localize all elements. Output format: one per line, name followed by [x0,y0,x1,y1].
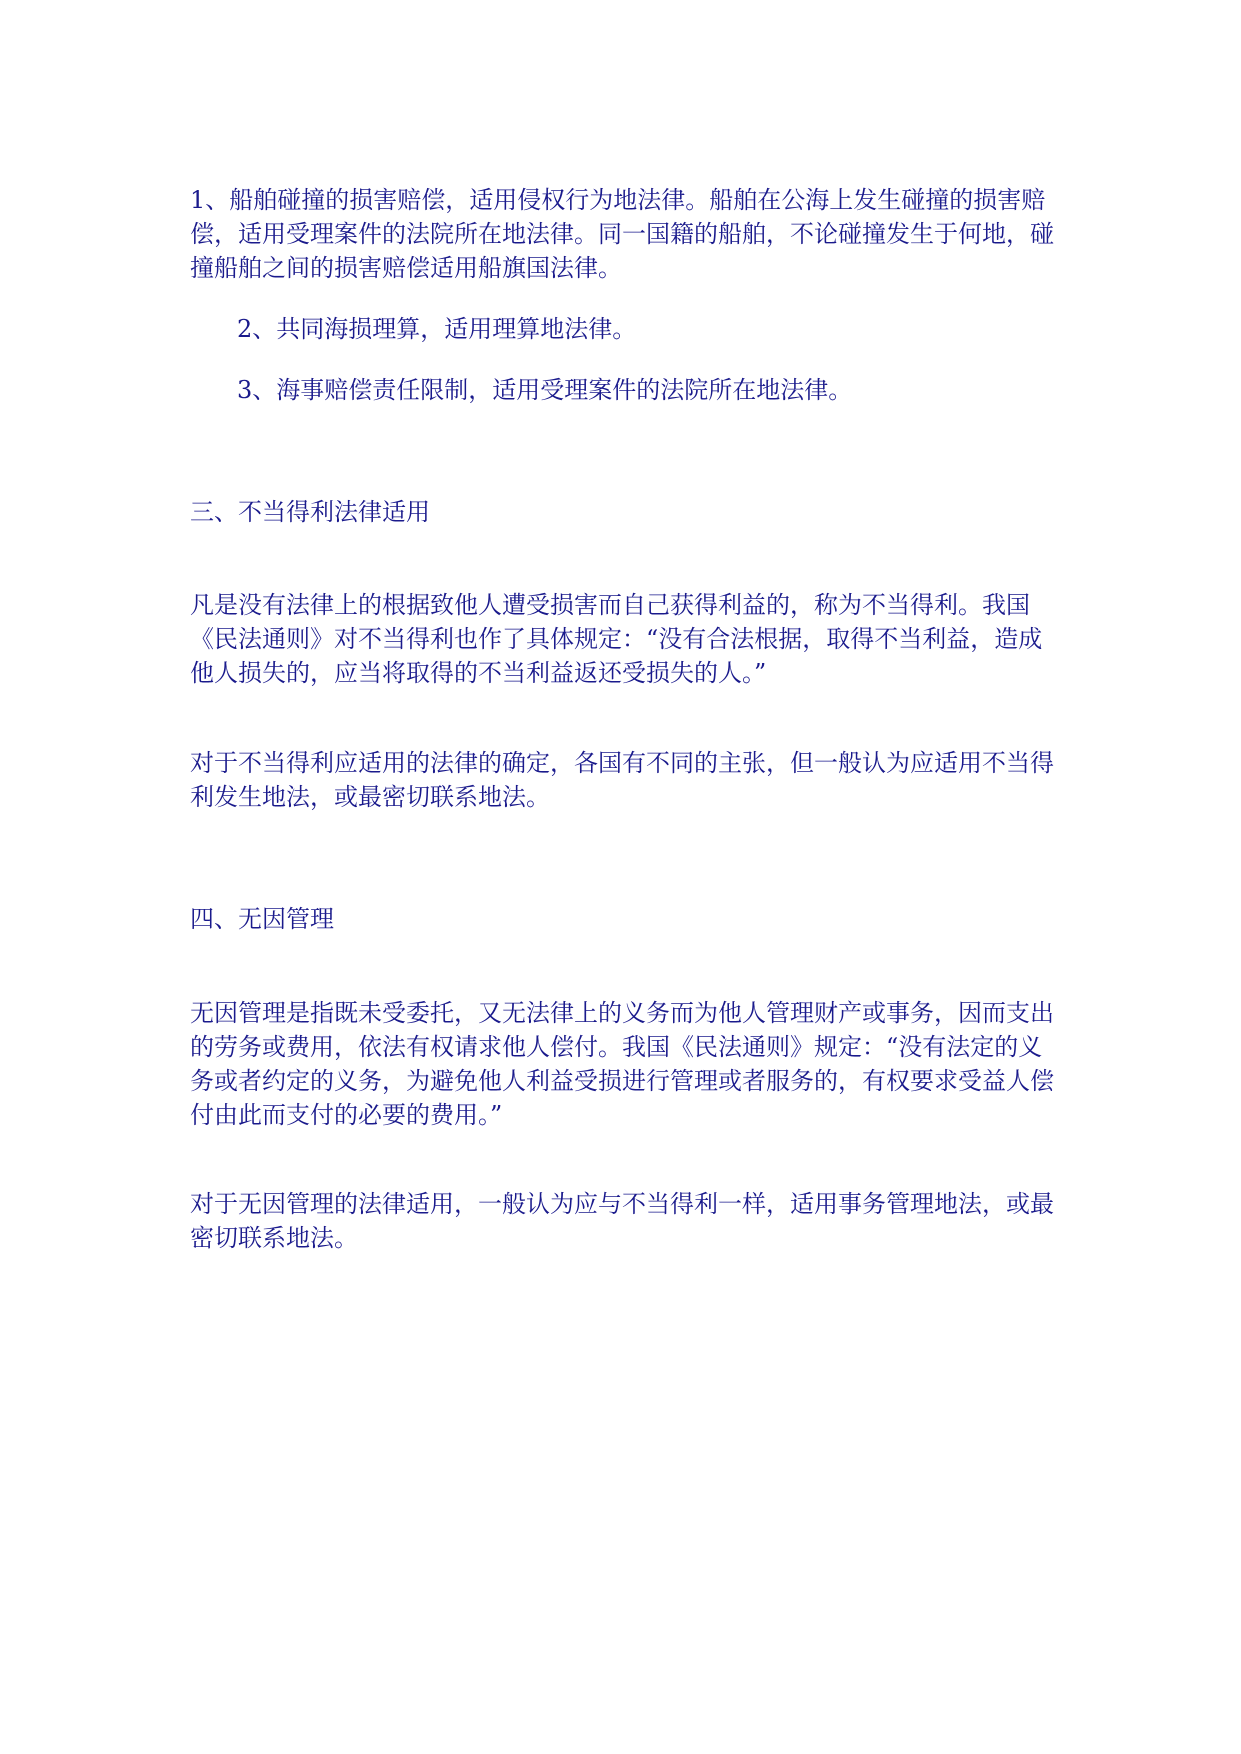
paragraph-general-average: 2、共同海损理算，适用理算地法律。 [237,315,637,343]
paragraph-liability-limitation: 3、海事赔偿责任限制，适用受理案件的法院所在地法律。 [237,376,853,404]
paragraph-unjust-enrichment-law: 对于不当得利应适用的法律的确定，各国有不同的主张，但一般认为应适用不当得利发生地法，或最密切联系地法。 [190,749,1054,811]
paragraph-negotiorum-gestio-definition: 无因管理是指既未受委托，又无法律上的义务而为他人管理财产或事务，因而支出的劳务或费用，依法有权请求他人偿付。我国《民法通则》规定：“没有法定的义务或者约定的义务，为避免他人利益受损进行管理或者服务的，有权要求受益人偿付由此而支付的必要的费用。” [190,999,1054,1129]
paragraph-ship-collision: 1、船舶碰撞的损害赔偿，适用侵权行为地法律。船舶在公海上发生碰撞的损害赔偿，适用受理案件的法院所在地法律。同一国籍的船舶，不论碰撞发生于何地，碰撞船舶之间的损害赔偿适用船旗国法律。 [190,186,1054,282]
heading-unjust-enrichment: 三、不当得利法律适用 [190,498,430,526]
paragraph-negotiorum-gestio-law: 对于无因管理的法律适用，一般认为应与不当得利一样，适用事务管理地法，或最密切联系地法。 [190,1190,1054,1252]
paragraph-unjust-enrichment-definition: 凡是没有法律上的根据致他人遭受损害而自己获得利益的，称为不当得利。我国《民法通则》对不当得利也作了具体规定：“没有合法根据，取得不当利益，造成他人损失的，应当将取得的不当利益返还受损失的人。” [190,591,1043,687]
heading-negotiorum-gestio: 四、无因管理 [190,905,334,933]
